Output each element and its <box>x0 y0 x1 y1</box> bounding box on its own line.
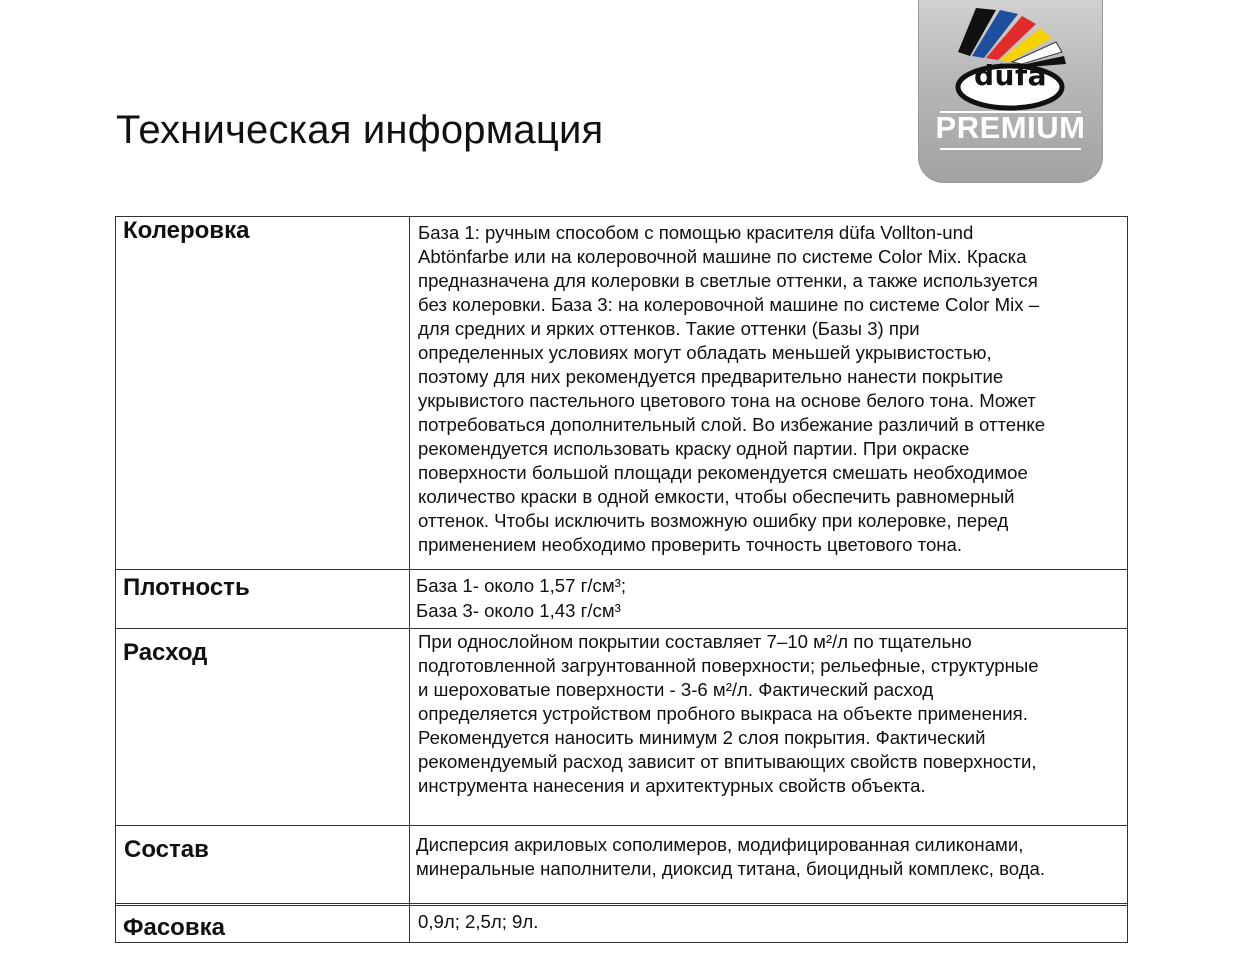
text-line: подготовленной загрунтованной поверхности; рельефные, структурные <box>418 655 1039 676</box>
text-line: применением необходимо проверить точность цветового тона. <box>418 534 963 555</box>
brand-logo <box>918 0 1103 183</box>
row-label-packaging: Фасовка <box>123 914 225 941</box>
text-line: рекомендуемый расход зависит от впитывающих свойств поверхности, <box>418 751 1037 772</box>
text-line: укрывистого пастельного цветового тона на основе белого тона. Может <box>418 390 1036 411</box>
row-label-density: Плотность <box>123 574 250 601</box>
logo-premium-label: PREMIUM <box>935 110 1086 145</box>
row-label-consumption: Расход <box>123 639 208 666</box>
text-line: для средних и ярких оттенков. Такие оттенки (Базы 3) при <box>418 318 920 339</box>
text-line: При однослойном покрытии составляет 7–10 м²/л по тщательно <box>418 631 972 652</box>
text-line: поверхности большой площади рекомендуется смешать необходимое <box>418 462 1028 483</box>
text-line: Дисперсия акриловых сополимеров, модифицированная силиконами, <box>416 834 1024 855</box>
text-line: Рекомендуется наносить минимум 2 слоя покрытия. Фактический <box>418 727 986 748</box>
page-title: Техническая информация <box>116 108 604 152</box>
text-line: База 3- около 1,43 г/см³ <box>416 600 621 621</box>
table-row <box>116 826 1128 904</box>
text-line: База 1- около 1,57 г/см³; <box>416 575 626 596</box>
text-line: определяется устройством пробного выкраса на объекте применения. <box>418 703 1028 724</box>
text-line: База 1: ручным способом с помощью красителя düfa Vollton-und <box>418 222 974 243</box>
text-line: и шероховатые поверхности - 3-6 м²/л. Фактический расход <box>418 679 934 700</box>
text-line: поэтому для них рекомендуется предварительно нанести покрытие <box>418 366 1004 387</box>
row-value-composition <box>410 826 1127 881</box>
table-row <box>116 904 1128 943</box>
premium-line-bottom <box>940 148 1081 150</box>
row-value-packaging <box>410 904 1127 934</box>
row-value-consumption <box>410 629 1127 798</box>
text-line: потребоваться дополнительный слой. Во избежание различий в оттенке <box>418 414 1046 435</box>
text-line: оттенок. Чтобы исключить возможную ошибку при колеровке, перед <box>418 510 1009 531</box>
row-label-composition: Состав <box>124 836 209 863</box>
logo-wordmark: düfa <box>973 59 1048 92</box>
text-line: 0,9л; 2,5л; 9л. <box>418 911 539 932</box>
text-line: инструмента нанесения и архитектурных свойств объекта. <box>418 775 926 796</box>
tech-info-table <box>115 216 1128 943</box>
row-label-tinting: Колеровка <box>123 217 250 244</box>
table-row <box>116 629 1128 826</box>
text-line: без колеровки. База 3: на колеровочной машине по системе Color Mix – <box>418 294 1040 315</box>
text-line: рекомендуется использовать краску одной партии. При окраске <box>418 438 970 459</box>
text-line: определенных условиях могут обладать меньшей укрывистостью, <box>418 342 992 363</box>
row-value-tinting <box>410 217 1127 557</box>
text-line: количество краски в одной емкости, чтобы обеспечить равномерный <box>418 486 1015 507</box>
text-line: предназначена для колеровки в светлые оттенки, а также используется <box>418 270 1038 291</box>
table-row <box>116 217 1128 570</box>
table-row <box>116 570 1128 629</box>
text-line: минеральные наполнители, диоксид титана, биоцидный комплекс, вода. <box>416 858 1046 879</box>
divider <box>115 905 1128 906</box>
text-line: Abtönfarbe или на колеровочной машине по системе Color Mix. Краска <box>418 246 1027 267</box>
row-value-density <box>410 570 1127 623</box>
